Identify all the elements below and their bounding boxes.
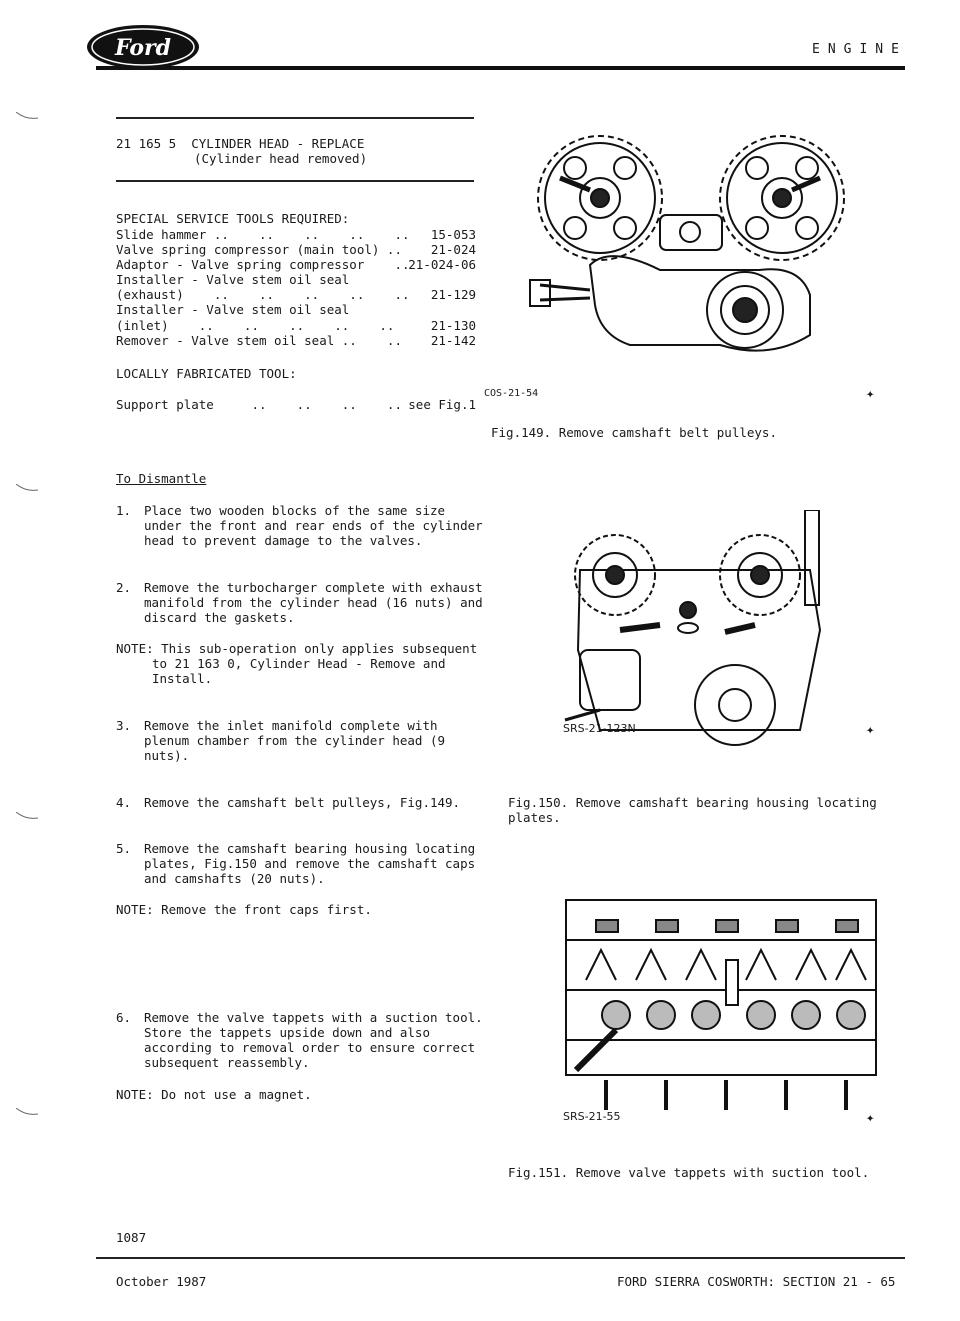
tool-row: Slide hammer .. .. .. .. .. 15-053 <box>116 227 476 242</box>
dismantle-heading: To Dismantle <box>116 471 207 486</box>
arrow-up-icon: ✦ <box>866 386 875 402</box>
tools-heading: SPECIAL SERVICE TOOLS REQUIRED: <box>116 211 350 226</box>
tool-row: Adaptor - Valve spring compressor .. 21-024-06 <box>116 257 476 272</box>
local-tool-heading: LOCALLY FABRICATED TOOL: <box>116 366 297 381</box>
arrow-up-icon: ✦ <box>866 722 875 738</box>
title-rule-top <box>116 117 474 119</box>
title-rule-bottom <box>116 180 474 182</box>
tool-row: (exhaust) .. .. .. .. .. 21-129 <box>116 287 476 302</box>
tool-row: Installer - Valve stem oil seal <box>116 272 350 287</box>
tool-row: Valve spring compressor (main tool) .. 21-024 <box>116 242 476 257</box>
page-number: 1087 <box>116 1230 147 1245</box>
svg-text:Ford: Ford <box>114 35 172 61</box>
footer-date: October 1987 <box>116 1274 207 1289</box>
figure-150-ref: SRS-21-123N <box>563 722 636 735</box>
figure-150-illustration <box>560 510 830 755</box>
figure-149-ref: COS-21-54 <box>484 388 539 399</box>
margin-mark <box>16 812 38 820</box>
section-header: ENGINE <box>812 42 907 57</box>
tool-row: Installer - Valve stem oil seal <box>116 302 350 317</box>
tool-row: Remover - Valve stem oil seal .. .. 21-142 <box>116 333 476 348</box>
figure-151-illustration <box>556 880 886 1130</box>
figure-151-ref: SRS-21-55 <box>563 1110 621 1123</box>
footer-section: FORD SIERRA COSWORTH: SECTION 21 - 65 <box>617 1274 896 1289</box>
header-rule <box>96 66 905 70</box>
margin-mark <box>16 112 38 120</box>
figure-150-caption: Fig.150. Remove camshaft bearing housing locating plates. <box>508 795 877 825</box>
footer-rule <box>96 1257 905 1259</box>
figure-151-caption: Fig.151. Remove valve tappets with suction tool. <box>508 1165 870 1180</box>
operation-title: 21 165 5 CYLINDER HEAD - REPLACE <box>116 136 365 151</box>
margin-mark <box>16 1108 38 1116</box>
figure-149-illustration <box>520 120 880 385</box>
operation-subtitle: (Cylinder head removed) <box>194 151 368 166</box>
arrow-up-icon: ✦ <box>866 1110 875 1126</box>
tool-row: (inlet) .. .. .. .. .. 21-130 <box>116 318 476 333</box>
ford-logo <box>84 22 202 72</box>
figure-149-caption: Fig.149. Remove camshaft belt pulleys. <box>491 425 777 440</box>
local-tool-row: Support plate .. .. .. .. see Fig.1 <box>116 397 476 412</box>
margin-mark <box>16 484 38 492</box>
